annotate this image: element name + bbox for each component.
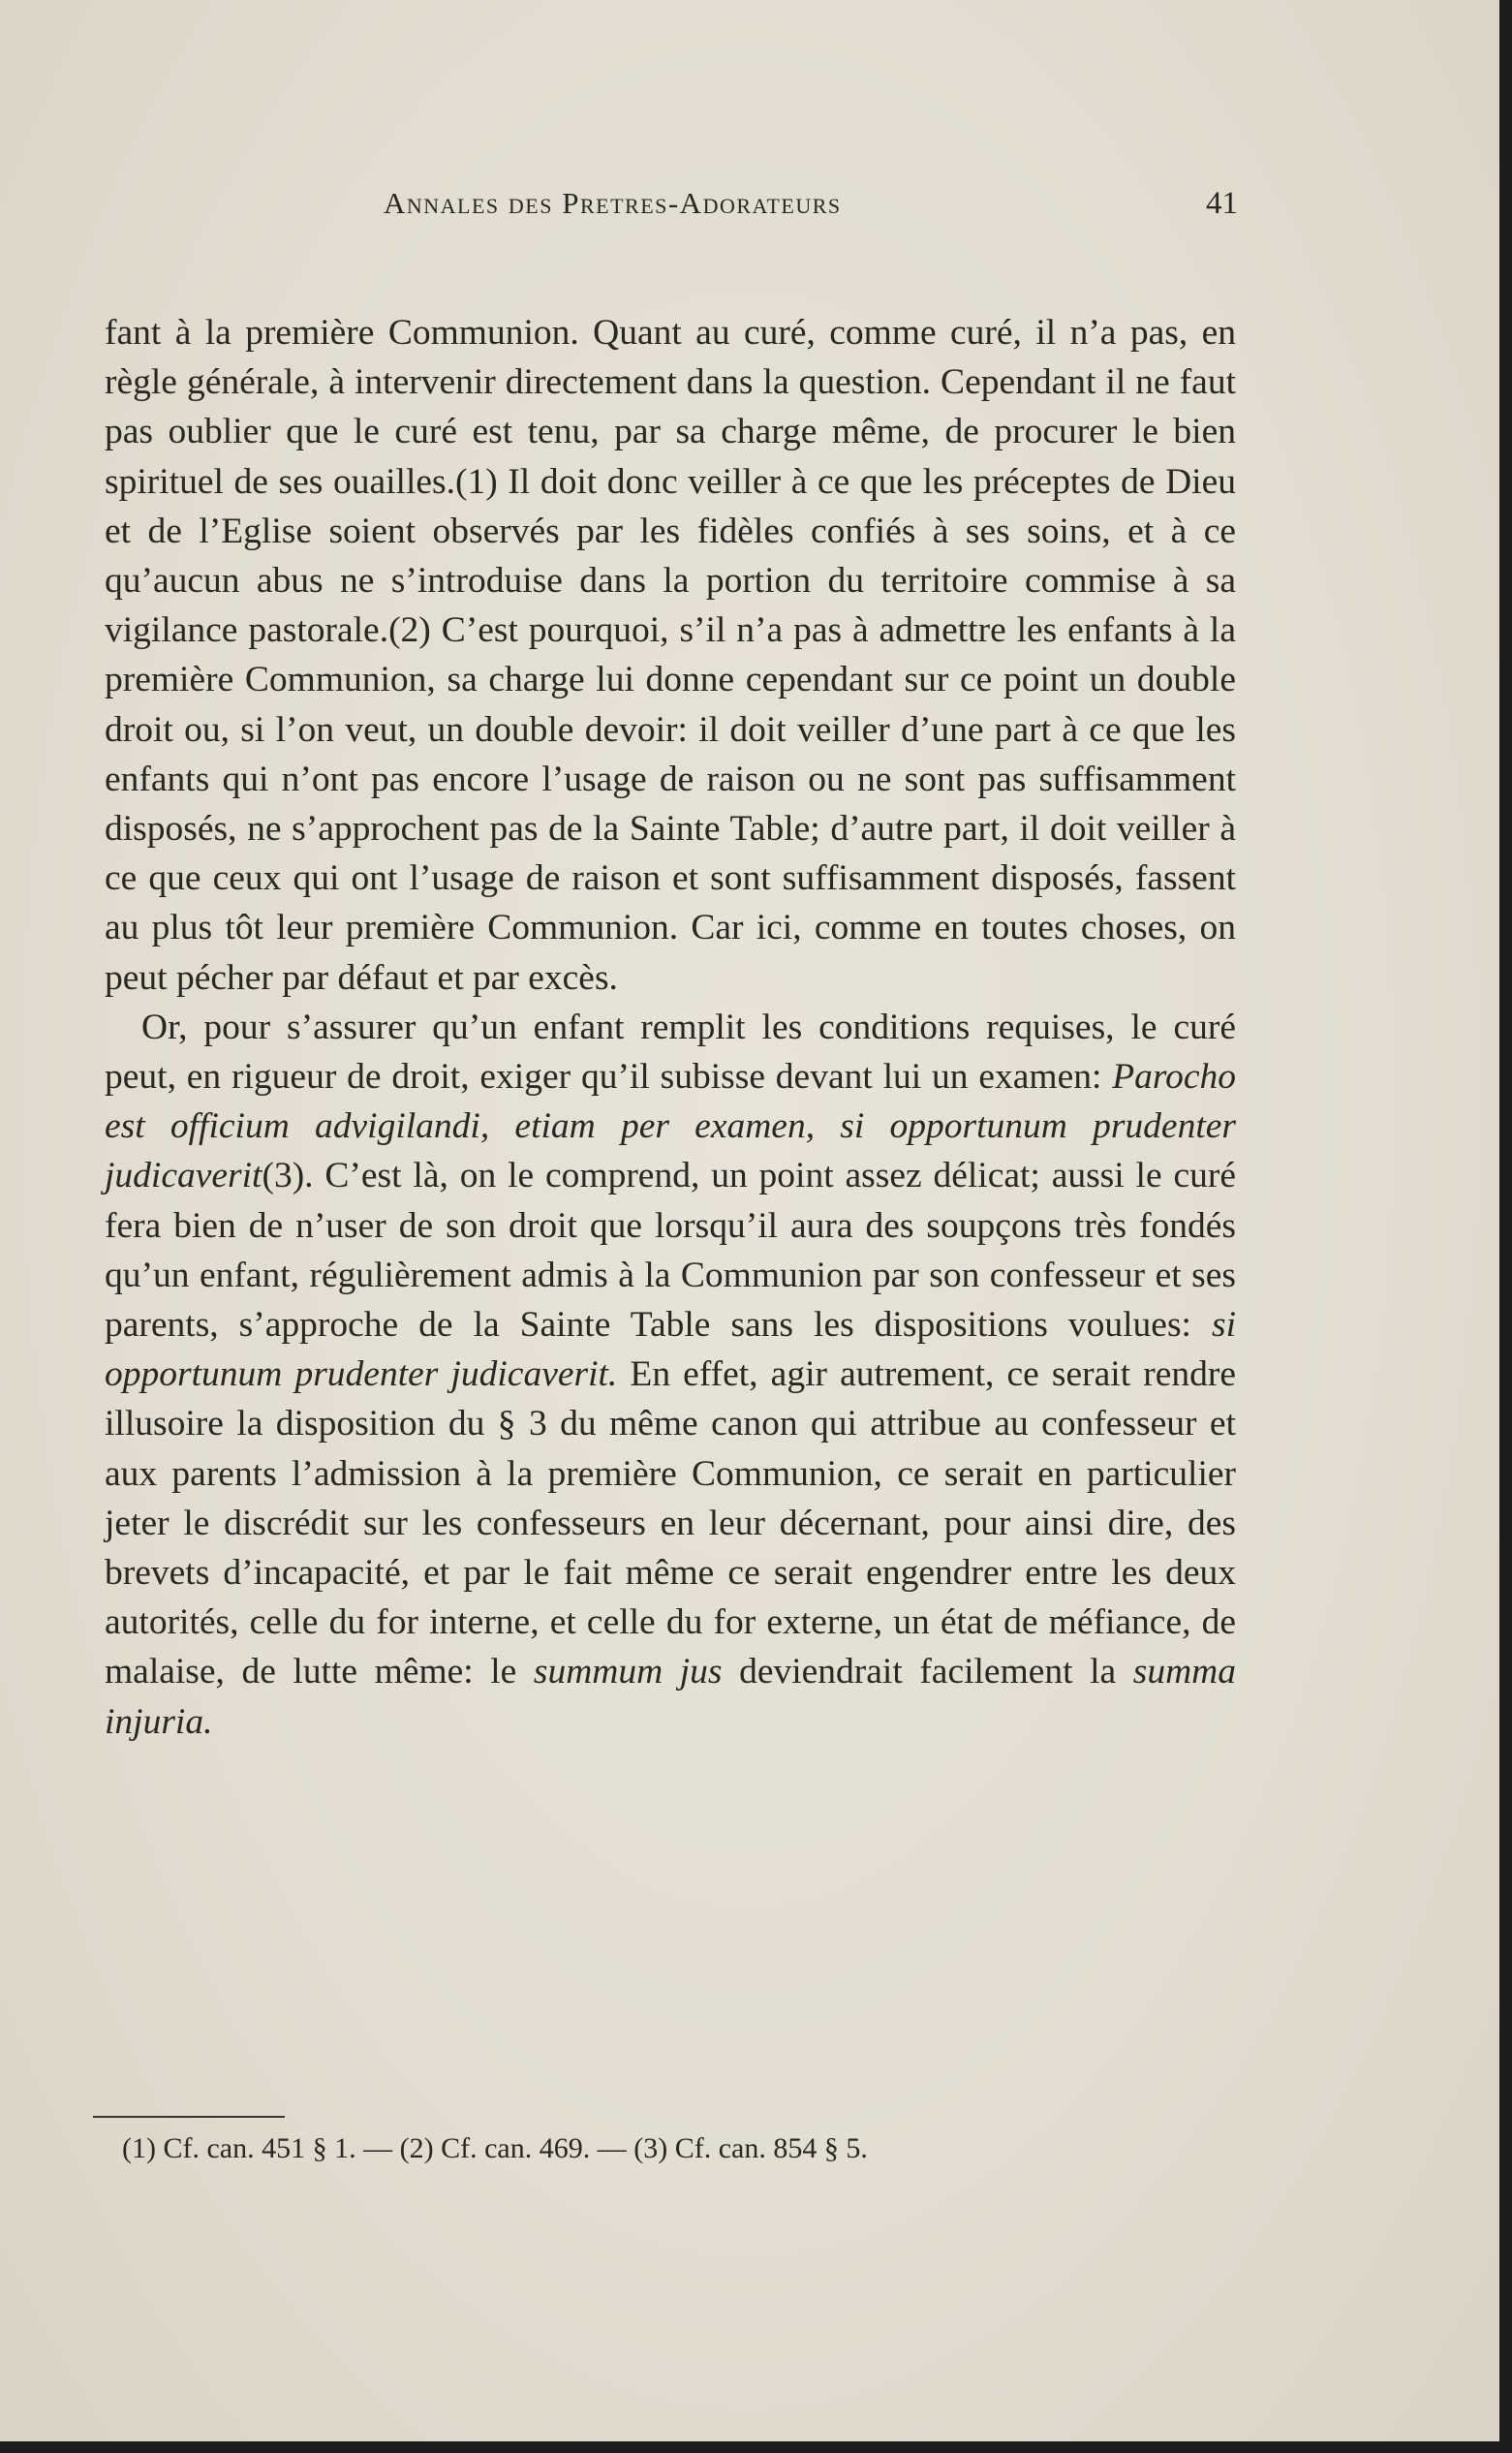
footnotes: (1) Cf. can. 451 § 1. — (2) Cf. can. 469. — (3) Cf. can. 854 § 5. — [122, 2132, 868, 2164]
page-number: 41 — [1206, 186, 1238, 221]
latin-summa-injuria: summa injuria. — [105, 1652, 1237, 1742]
running-head — [384, 186, 1238, 231]
running-title: Annales des Pretres-Adorateurs — [384, 186, 842, 220]
paragraph-2-run-5: En effet, agir autrement, ce serait rendre illusoire la disposition du § 3 du même canon qui attribue au confesseur et aux parents l’admission à la première Communion, ce serait en particulier jeter le discrédit sur les confesseurs en leur décernant, pour ainsi dire, des brevets d’incapacité, et par le fait même ce serait engendrer entre les deux autorités, celle du for interne, et celle du for externe, un état de méfiance, de malaise, de lutte même: le — [105, 1354, 1236, 1692]
body-text — [105, 308, 1236, 1747]
latin-summum-jus: summum jus — [533, 1652, 723, 1692]
paragraph-2-run-1: Or, pour s’assurer qu’un enfant remplit les conditions requises, le curé peut, en rigueur de droit, exiger qu’il subisse devant lui un examen: — [105, 1007, 1236, 1098]
latin-quote-parocho: Parocho est officium advigilandi, etiam per examen, si opportunum prudenter judicaverit — [105, 1057, 1236, 1196]
footnote-divider — [93, 2116, 285, 2118]
paragraph-2 — [105, 1003, 1236, 1747]
paragraph-2-run-7: deviendrait facilement la — [722, 1652, 1133, 1692]
latin-quote-si-opportunum: si opportunum prudenter judicaverit. — [105, 1305, 1236, 1395]
paragraph-1-text: fant à la première Communion. Quant au curé, comme curé, il n’a pas, en règle générale, à intervenir directement dans la question. Cependant il ne faut pas oublier que le curé est tenu, par sa charge même, de procurer le bien spirituel de ses ouailles.(1) Il doit donc veiller à ce que les préceptes de Dieu et de l’Eglise soient observés par les fidèles confiés à ses soins, et à ce qu’aucun abus ne s’introduise dans la portion du territoire commise à sa vigilance pastorale.(2) C’est pourquoi, s’il n’a pas à admettre les enfants à la première Communion, sa charge lui donne cependant sur ce point un double droit ou, si l’on veut, un double devoir: il doit veiller d’une part à ce que les enfants qui n’ont pas encore l’usage de raison ou ne sont pas suffisamment disposés, ne s’approchent pas de la Sainte Table; d’autre part, il doit veiller à ce que ceux qui ont l’usage de raison et sont suffisamment disposés, fassent au plus tôt leur première Communion. Car ici, comme en toutes choses, on peut pécher par défaut et par excès. — [105, 313, 1236, 998]
paragraph-2-run-3: (3). C’est là, on le comprend, un point assez délicat; aussi le curé fera bien de n’user de son droit que lorsqu’il aura des soupçons très fondés qu’un enfant, régulièrement admis à la Communion par son confesseur et ses parents, s’approche de la Sainte Table sans les dispositions voulues: — [105, 1156, 1236, 1346]
paragraph-1 — [105, 308, 1236, 1003]
